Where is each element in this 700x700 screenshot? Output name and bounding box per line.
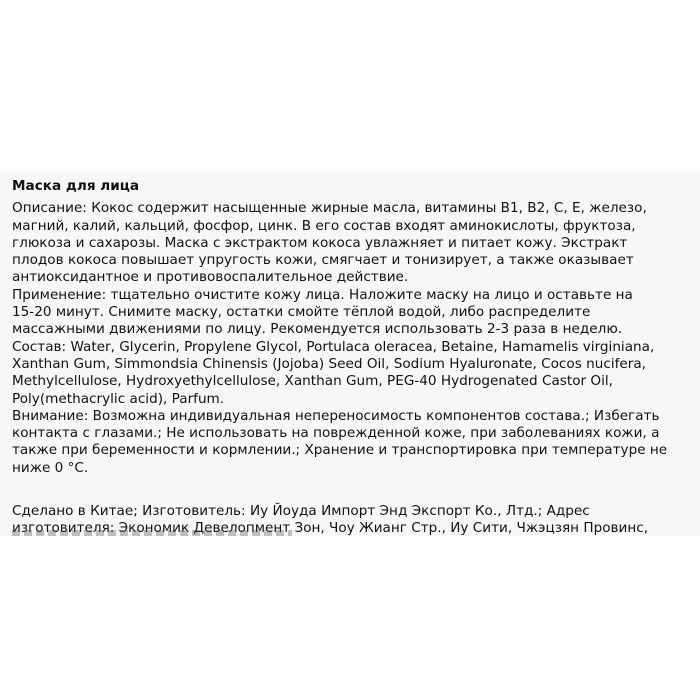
product-title: Маска для лица bbox=[12, 178, 140, 194]
manufacturer-line: Сделано в Китае; Изготовитель: Иу Йоуда Импорт Энд Экспорт Ко., Лтд.; Адрес bbox=[12, 503, 590, 520]
warning-line: контакта с глазами.; Не использовать на поврежденной коже, при заболеваниях кожи, а bbox=[12, 425, 660, 442]
ingredients-line: Poly(methacrylic acid), Parfum. bbox=[12, 390, 225, 407]
blank-area bbox=[0, 536, 700, 700]
description-line: магний, калий, кальций, фосфор, цинк. В его состав входят аминокислоты, фруктоза, bbox=[12, 217, 636, 234]
usage-line: 15-20 минут. Снимите маску, остатки смойте тёплой водой, либо распределите bbox=[12, 304, 591, 321]
usage-line: массажными движениями по лицу. Рекомендуется использовать 2-3 раза в неделю. bbox=[12, 321, 623, 338]
description-line: Описание: Кокос содержит насыщенные жирные масла, витамины B1, B2, C, E, железо, bbox=[12, 200, 647, 217]
ingredients-line: Xanthan Gum, Simmondsia Chinensis (Jojoba) Seed Oil, Sodium Hyaluronate, Cocos nucifera, bbox=[12, 355, 646, 372]
description-line: плодов кокоса повышает упругость кожи, смягчает и тонизирует, а также оказывает bbox=[12, 252, 634, 269]
ingredients-line: Methylcellulose, Hydroxyethylcellulose, Xanthan Gum, PEG-40 Hydrogenated Castor Oil, bbox=[12, 373, 614, 390]
description-line: глюкоза и сахарозы. Маска с экстрактом кокоса увлажняет и питает кожу. Экстракт bbox=[12, 234, 628, 251]
warning-line: ниже 0 °C. bbox=[12, 459, 89, 476]
manufacturer-line: изготовителя: Экономик Девелопмент Зон, Чоу Жианг Стр., Иу Сити, Чжэцзян Провинс, bbox=[12, 520, 649, 537]
ingredients-line: Состав: Water, Glycerin, Propylene Glycol, Portulaca oleracea, Betaine, Hamamelis virginiana, bbox=[12, 338, 655, 355]
usage-line: Применение: тщательно очистите кожу лица. Наложите маску на лицо и оставьте на bbox=[12, 286, 633, 303]
label-text bbox=[12, 178, 692, 538]
description-line: антиоксидантное и противовоспалительное действие. bbox=[12, 269, 409, 286]
warning-line: Внимание: Возможна индивидуальная непереносимость компонентов состава.; Избегать bbox=[12, 407, 660, 424]
section-gap bbox=[12, 477, 692, 503]
warning-line: также при беременности и кормлении.; Хранение и транспортировка при температуре не bbox=[12, 442, 668, 459]
